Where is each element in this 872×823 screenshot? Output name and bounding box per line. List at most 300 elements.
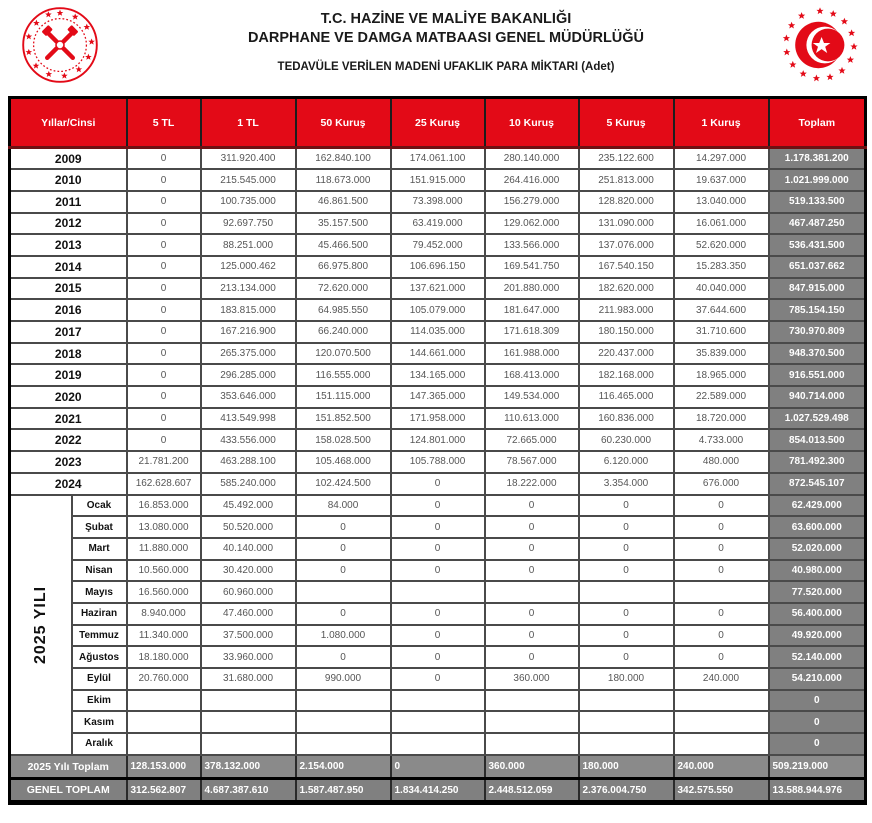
month-label: Kasım bbox=[72, 711, 127, 733]
value-cell: 0 bbox=[674, 495, 769, 517]
summary-total: 509.219.000 bbox=[769, 755, 866, 779]
value-cell: 106.696.150 bbox=[391, 256, 485, 278]
value-cell: 0 bbox=[127, 148, 201, 170]
year-row bbox=[10, 169, 866, 191]
summary-label: 2025 Yılı Toplam bbox=[10, 755, 127, 779]
value-cell: 0 bbox=[485, 538, 579, 560]
total-cell: 52.020.000 bbox=[769, 538, 866, 560]
year-label: 2017 bbox=[10, 321, 127, 343]
value-cell: 151.852.500 bbox=[296, 408, 391, 430]
year-row bbox=[10, 299, 866, 321]
value-cell: 84.000 bbox=[296, 495, 391, 517]
value-cell: 0 bbox=[391, 538, 485, 560]
year-row bbox=[10, 234, 866, 256]
table-body bbox=[10, 148, 866, 803]
title-line-2: DARPHANE VE DAMGA MATBAASI GENEL MÜDÜRLÜĞÜ bbox=[247, 30, 645, 47]
value-cell: 0 bbox=[391, 603, 485, 625]
value-cell bbox=[391, 581, 485, 603]
total-cell: 467.487.250 bbox=[769, 213, 866, 235]
total-cell: 62.429.000 bbox=[769, 495, 866, 517]
value-cell: 0 bbox=[674, 516, 769, 538]
month-row bbox=[10, 603, 866, 625]
value-cell: 0 bbox=[391, 646, 485, 668]
value-cell: 0 bbox=[579, 560, 674, 582]
value-cell: 0 bbox=[485, 516, 579, 538]
value-cell bbox=[579, 581, 674, 603]
year-label: 2024 bbox=[10, 473, 127, 495]
value-cell: 60.230.000 bbox=[579, 429, 674, 451]
col-header-1kurus: 1 Kuruş bbox=[674, 98, 769, 148]
summary-row-2025-toplam bbox=[10, 755, 866, 779]
value-cell: 213.134.000 bbox=[201, 278, 296, 300]
coin-circulation-table bbox=[8, 96, 867, 805]
value-cell: 0 bbox=[485, 625, 579, 647]
value-cell bbox=[579, 733, 674, 755]
value-cell: 31.710.600 bbox=[674, 321, 769, 343]
value-cell: 162.840.100 bbox=[296, 148, 391, 170]
total-cell: 785.154.150 bbox=[769, 299, 866, 321]
value-cell: 134.165.000 bbox=[391, 364, 485, 386]
value-cell: 151.115.000 bbox=[296, 386, 391, 408]
value-cell bbox=[485, 733, 579, 755]
value-cell: 40.140.000 bbox=[201, 538, 296, 560]
value-cell: 0 bbox=[296, 516, 391, 538]
summary-value: 2.154.000 bbox=[296, 755, 391, 779]
document-header bbox=[0, 0, 872, 96]
total-cell: 0 bbox=[769, 733, 866, 755]
month-row bbox=[10, 538, 866, 560]
value-cell bbox=[391, 733, 485, 755]
value-cell: 360.000 bbox=[485, 668, 579, 690]
value-cell: 120.070.500 bbox=[296, 343, 391, 365]
value-cell: 114.035.000 bbox=[391, 321, 485, 343]
value-cell: 11.880.000 bbox=[127, 538, 201, 560]
value-cell bbox=[296, 733, 391, 755]
hazine-maliye-logo bbox=[780, 5, 860, 85]
value-cell: 264.416.000 bbox=[485, 169, 579, 191]
value-cell: 0 bbox=[127, 191, 201, 213]
value-cell: 182.620.000 bbox=[579, 278, 674, 300]
col-header-5kurus: 5 Kuruş bbox=[579, 98, 674, 148]
value-cell bbox=[201, 690, 296, 712]
year-row bbox=[10, 408, 866, 430]
value-cell bbox=[296, 690, 391, 712]
total-cell: 536.431.500 bbox=[769, 234, 866, 256]
total-cell: 872.545.107 bbox=[769, 473, 866, 495]
value-cell bbox=[579, 690, 674, 712]
value-cell bbox=[485, 711, 579, 733]
value-cell: 13.040.000 bbox=[674, 191, 769, 213]
summary-value: 312.562.807 bbox=[127, 779, 201, 803]
value-cell: 88.251.000 bbox=[201, 234, 296, 256]
value-cell: 151.915.000 bbox=[391, 169, 485, 191]
year-row bbox=[10, 364, 866, 386]
total-cell: 1.021.999.000 bbox=[769, 169, 866, 191]
value-cell: 0 bbox=[296, 538, 391, 560]
year-label: 2009 bbox=[10, 148, 127, 170]
value-cell: 14.297.000 bbox=[674, 148, 769, 170]
total-cell: 519.133.500 bbox=[769, 191, 866, 213]
total-cell: 948.370.500 bbox=[769, 343, 866, 365]
year-row bbox=[10, 191, 866, 213]
value-cell: 125.000.462 bbox=[201, 256, 296, 278]
month-label: Ağustos bbox=[72, 646, 127, 668]
summary-value: 1.587.487.950 bbox=[296, 779, 391, 803]
value-cell: 433.556.000 bbox=[201, 429, 296, 451]
value-cell: 0 bbox=[674, 625, 769, 647]
value-cell: 0 bbox=[391, 473, 485, 495]
value-cell: 46.861.500 bbox=[296, 191, 391, 213]
value-cell: 0 bbox=[485, 560, 579, 582]
value-cell: 585.240.000 bbox=[201, 473, 296, 495]
value-cell: 79.452.000 bbox=[391, 234, 485, 256]
value-cell: 167.540.150 bbox=[579, 256, 674, 278]
value-cell: 174.061.100 bbox=[391, 148, 485, 170]
value-cell: 18.965.000 bbox=[674, 364, 769, 386]
value-cell bbox=[674, 733, 769, 755]
value-cell: 0 bbox=[579, 603, 674, 625]
value-cell bbox=[296, 581, 391, 603]
summary-value: 2.376.004.750 bbox=[579, 779, 674, 803]
year-label: 2016 bbox=[10, 299, 127, 321]
value-cell: 0 bbox=[579, 516, 674, 538]
value-cell: 105.468.000 bbox=[296, 451, 391, 473]
value-cell bbox=[296, 711, 391, 733]
total-cell: 847.915.000 bbox=[769, 278, 866, 300]
month-row bbox=[10, 581, 866, 603]
value-cell: 0 bbox=[296, 646, 391, 668]
value-cell: 235.122.600 bbox=[579, 148, 674, 170]
col-header-1tl: 1 TL bbox=[201, 98, 296, 148]
value-cell: 0 bbox=[485, 603, 579, 625]
value-cell: 1.080.000 bbox=[296, 625, 391, 647]
value-cell: 50.520.000 bbox=[201, 516, 296, 538]
value-cell: 15.283.350 bbox=[674, 256, 769, 278]
year-label: 2019 bbox=[10, 364, 127, 386]
value-cell: 102.424.500 bbox=[296, 473, 391, 495]
value-cell: 105.079.000 bbox=[391, 299, 485, 321]
value-cell: 0 bbox=[391, 516, 485, 538]
month-label: Mayıs bbox=[72, 581, 127, 603]
total-cell: 854.013.500 bbox=[769, 429, 866, 451]
value-cell: 0 bbox=[296, 603, 391, 625]
total-cell: 63.600.000 bbox=[769, 516, 866, 538]
value-cell: 118.673.000 bbox=[296, 169, 391, 191]
value-cell: 0 bbox=[127, 234, 201, 256]
value-cell: 124.801.000 bbox=[391, 429, 485, 451]
value-cell bbox=[127, 690, 201, 712]
year-label: 2010 bbox=[10, 169, 127, 191]
value-cell: 8.940.000 bbox=[127, 603, 201, 625]
total-cell: 1.027.529.498 bbox=[769, 408, 866, 430]
value-cell: 78.567.000 bbox=[485, 451, 579, 473]
year-row bbox=[10, 386, 866, 408]
value-cell: 11.340.000 bbox=[127, 625, 201, 647]
value-cell: 0 bbox=[674, 538, 769, 560]
value-cell: 105.788.000 bbox=[391, 451, 485, 473]
value-cell: 116.555.000 bbox=[296, 364, 391, 386]
value-cell: 0 bbox=[391, 625, 485, 647]
value-cell: 4.733.000 bbox=[674, 429, 769, 451]
month-row bbox=[10, 625, 866, 647]
value-cell: 66.240.000 bbox=[296, 321, 391, 343]
month-label: Nisan bbox=[72, 560, 127, 582]
document-titles bbox=[130, 10, 762, 73]
summary-value: 342.575.550 bbox=[674, 779, 769, 803]
value-cell: 160.836.000 bbox=[579, 408, 674, 430]
month-label: Aralık bbox=[72, 733, 127, 755]
col-header-25kurus: 25 Kuruş bbox=[391, 98, 485, 148]
value-cell: 0 bbox=[127, 256, 201, 278]
value-cell: 147.365.000 bbox=[391, 386, 485, 408]
value-cell: 0 bbox=[127, 299, 201, 321]
value-cell: 215.545.000 bbox=[201, 169, 296, 191]
month-label: Ocak bbox=[72, 495, 127, 517]
value-cell: 158.028.500 bbox=[296, 429, 391, 451]
value-cell: 480.000 bbox=[674, 451, 769, 473]
year-label: 2018 bbox=[10, 343, 127, 365]
total-cell: 0 bbox=[769, 711, 866, 733]
value-cell: 131.090.000 bbox=[579, 213, 674, 235]
value-cell bbox=[674, 581, 769, 603]
value-cell: 0 bbox=[127, 386, 201, 408]
value-cell bbox=[201, 733, 296, 755]
value-cell: 0 bbox=[127, 213, 201, 235]
value-cell bbox=[201, 711, 296, 733]
value-cell: 180.150.000 bbox=[579, 321, 674, 343]
total-cell: 40.980.000 bbox=[769, 560, 866, 582]
value-cell: 110.613.000 bbox=[485, 408, 579, 430]
year-row bbox=[10, 256, 866, 278]
year-row bbox=[10, 213, 866, 235]
value-cell: 100.735.000 bbox=[201, 191, 296, 213]
month-row bbox=[10, 646, 866, 668]
year-label: 2013 bbox=[10, 234, 127, 256]
value-cell: 0 bbox=[391, 560, 485, 582]
darphane-seal-logo bbox=[20, 5, 100, 85]
year-label: 2012 bbox=[10, 213, 127, 235]
month-row bbox=[10, 733, 866, 755]
value-cell: 676.000 bbox=[674, 473, 769, 495]
summary-value: 240.000 bbox=[674, 755, 769, 779]
value-cell: 128.820.000 bbox=[579, 191, 674, 213]
value-cell: 133.566.000 bbox=[485, 234, 579, 256]
month-label: Ekim bbox=[72, 690, 127, 712]
value-cell: 169.541.750 bbox=[485, 256, 579, 278]
value-cell: 0 bbox=[485, 646, 579, 668]
total-cell: 940.714.000 bbox=[769, 386, 866, 408]
value-cell: 180.000 bbox=[579, 668, 674, 690]
col-header-toplam: Toplam bbox=[769, 98, 866, 148]
value-cell: 0 bbox=[674, 560, 769, 582]
value-cell: 413.549.998 bbox=[201, 408, 296, 430]
value-cell: 162.628.607 bbox=[127, 473, 201, 495]
year-label: 2022 bbox=[10, 429, 127, 451]
value-cell: 149.534.000 bbox=[485, 386, 579, 408]
value-cell: 13.080.000 bbox=[127, 516, 201, 538]
value-cell: 0 bbox=[485, 495, 579, 517]
value-cell: 63.419.000 bbox=[391, 213, 485, 235]
value-cell: 47.460.000 bbox=[201, 603, 296, 625]
value-cell: 265.375.000 bbox=[201, 343, 296, 365]
value-cell: 40.040.000 bbox=[674, 278, 769, 300]
total-cell: 77.520.000 bbox=[769, 581, 866, 603]
value-cell: 0 bbox=[674, 646, 769, 668]
total-cell: 52.140.000 bbox=[769, 646, 866, 668]
value-cell: 182.168.000 bbox=[579, 364, 674, 386]
value-cell: 0 bbox=[674, 603, 769, 625]
value-cell bbox=[674, 690, 769, 712]
document-subtitle: TEDAVÜLE VERİLEN MADENİ UFAKLIK PARA MİKTARI (Adet) bbox=[277, 61, 615, 74]
value-cell: 129.062.000 bbox=[485, 213, 579, 235]
year-label: 2014 bbox=[10, 256, 127, 278]
month-row bbox=[10, 495, 866, 517]
year-row bbox=[10, 321, 866, 343]
month-row bbox=[10, 560, 866, 582]
value-cell: 72.665.000 bbox=[485, 429, 579, 451]
value-cell: 211.983.000 bbox=[579, 299, 674, 321]
value-cell: 6.120.000 bbox=[579, 451, 674, 473]
value-cell: 10.560.000 bbox=[127, 560, 201, 582]
value-cell: 353.646.000 bbox=[201, 386, 296, 408]
value-cell: 21.781.200 bbox=[127, 451, 201, 473]
value-cell bbox=[579, 711, 674, 733]
year-label: 2015 bbox=[10, 278, 127, 300]
value-cell: 37.500.000 bbox=[201, 625, 296, 647]
year-row bbox=[10, 473, 866, 495]
value-cell: 156.279.000 bbox=[485, 191, 579, 213]
value-cell: 73.398.000 bbox=[391, 191, 485, 213]
value-cell bbox=[485, 690, 579, 712]
summary-value: 4.687.387.610 bbox=[201, 779, 296, 803]
value-cell: 0 bbox=[579, 646, 674, 668]
value-cell: 463.288.100 bbox=[201, 451, 296, 473]
year-label: 2021 bbox=[10, 408, 127, 430]
summary-value: 0 bbox=[391, 755, 485, 779]
value-cell: 16.061.000 bbox=[674, 213, 769, 235]
year-row bbox=[10, 451, 866, 473]
month-label: Şubat bbox=[72, 516, 127, 538]
summary-value: 180.000 bbox=[579, 755, 674, 779]
summary-value: 360.000 bbox=[485, 755, 579, 779]
month-label: Eylül bbox=[72, 668, 127, 690]
value-cell: 201.880.000 bbox=[485, 278, 579, 300]
total-cell: 0 bbox=[769, 690, 866, 712]
summary-total: 13.588.944.976 bbox=[769, 779, 866, 803]
value-cell: 0 bbox=[127, 364, 201, 386]
value-cell: 0 bbox=[127, 429, 201, 451]
year-row bbox=[10, 278, 866, 300]
value-cell: 116.465.000 bbox=[579, 386, 674, 408]
value-cell: 0 bbox=[296, 560, 391, 582]
value-cell: 0 bbox=[391, 668, 485, 690]
value-cell: 18.720.000 bbox=[674, 408, 769, 430]
value-cell: 45.466.500 bbox=[296, 234, 391, 256]
month-label: Haziran bbox=[72, 603, 127, 625]
value-cell: 280.140.000 bbox=[485, 148, 579, 170]
summary-label: GENEL TOPLAM bbox=[10, 779, 127, 803]
value-cell: 35.839.000 bbox=[674, 343, 769, 365]
total-cell: 54.210.000 bbox=[769, 668, 866, 690]
col-header-5tl: 5 TL bbox=[127, 98, 201, 148]
value-cell bbox=[127, 733, 201, 755]
value-cell: 0 bbox=[127, 343, 201, 365]
coin-table-wrap bbox=[8, 96, 864, 805]
value-cell: 18.180.000 bbox=[127, 646, 201, 668]
value-cell bbox=[485, 581, 579, 603]
year-2025-vertical-text: 2025 YILI bbox=[31, 585, 49, 664]
value-cell: 72.620.000 bbox=[296, 278, 391, 300]
col-header-10kurus: 10 Kuruş bbox=[485, 98, 579, 148]
month-row bbox=[10, 711, 866, 733]
value-cell: 19.637.000 bbox=[674, 169, 769, 191]
col-header-50kurus: 50 Kuruş bbox=[296, 98, 391, 148]
value-cell: 0 bbox=[127, 278, 201, 300]
value-cell: 30.420.000 bbox=[201, 560, 296, 582]
value-cell: 22.589.000 bbox=[674, 386, 769, 408]
table-header-row bbox=[10, 98, 866, 148]
summary-value: 2.448.512.059 bbox=[485, 779, 579, 803]
value-cell: 311.920.400 bbox=[201, 148, 296, 170]
value-cell: 18.222.000 bbox=[485, 473, 579, 495]
year-label: 2023 bbox=[10, 451, 127, 473]
year-row bbox=[10, 343, 866, 365]
value-cell: 33.960.000 bbox=[201, 646, 296, 668]
col-header-yillar-cinsi: Yıllar/Cinsi bbox=[10, 98, 127, 148]
total-cell: 56.400.000 bbox=[769, 603, 866, 625]
total-cell: 730.970.809 bbox=[769, 321, 866, 343]
value-cell: 168.413.000 bbox=[485, 364, 579, 386]
value-cell: 0 bbox=[127, 408, 201, 430]
value-cell: 52.620.000 bbox=[674, 234, 769, 256]
total-cell: 49.920.000 bbox=[769, 625, 866, 647]
value-cell: 0 bbox=[127, 169, 201, 191]
value-cell bbox=[391, 711, 485, 733]
value-cell bbox=[674, 711, 769, 733]
value-cell: 37.644.600 bbox=[674, 299, 769, 321]
value-cell: 0 bbox=[579, 495, 674, 517]
total-cell: 916.551.000 bbox=[769, 364, 866, 386]
summary-value: 128.153.000 bbox=[127, 755, 201, 779]
value-cell: 990.000 bbox=[296, 668, 391, 690]
title-line-1: T.C. HAZİNE VE MALİYE BAKANLIĞI bbox=[320, 11, 572, 27]
value-cell: 240.000 bbox=[674, 668, 769, 690]
month-label: Mart bbox=[72, 538, 127, 560]
value-cell: 60.960.000 bbox=[201, 581, 296, 603]
value-cell: 137.076.000 bbox=[579, 234, 674, 256]
value-cell: 0 bbox=[579, 625, 674, 647]
value-cell: 16.560.000 bbox=[127, 581, 201, 603]
total-cell: 651.037.662 bbox=[769, 256, 866, 278]
year-label: 2020 bbox=[10, 386, 127, 408]
month-row bbox=[10, 690, 866, 712]
total-cell: 1.178.381.200 bbox=[769, 148, 866, 170]
year-label: 2011 bbox=[10, 191, 127, 213]
value-cell: 251.813.000 bbox=[579, 169, 674, 191]
year-row bbox=[10, 429, 866, 451]
value-cell: 20.760.000 bbox=[127, 668, 201, 690]
value-cell: 0 bbox=[579, 538, 674, 560]
year-row bbox=[10, 148, 866, 170]
summary-value: 1.834.414.250 bbox=[391, 779, 485, 803]
value-cell: 167.216.900 bbox=[201, 321, 296, 343]
value-cell: 296.285.000 bbox=[201, 364, 296, 386]
value-cell: 66.975.800 bbox=[296, 256, 391, 278]
rotated-year-2025-label bbox=[10, 495, 72, 755]
value-cell: 181.647.000 bbox=[485, 299, 579, 321]
value-cell: 220.437.000 bbox=[579, 343, 674, 365]
value-cell: 0 bbox=[391, 495, 485, 517]
